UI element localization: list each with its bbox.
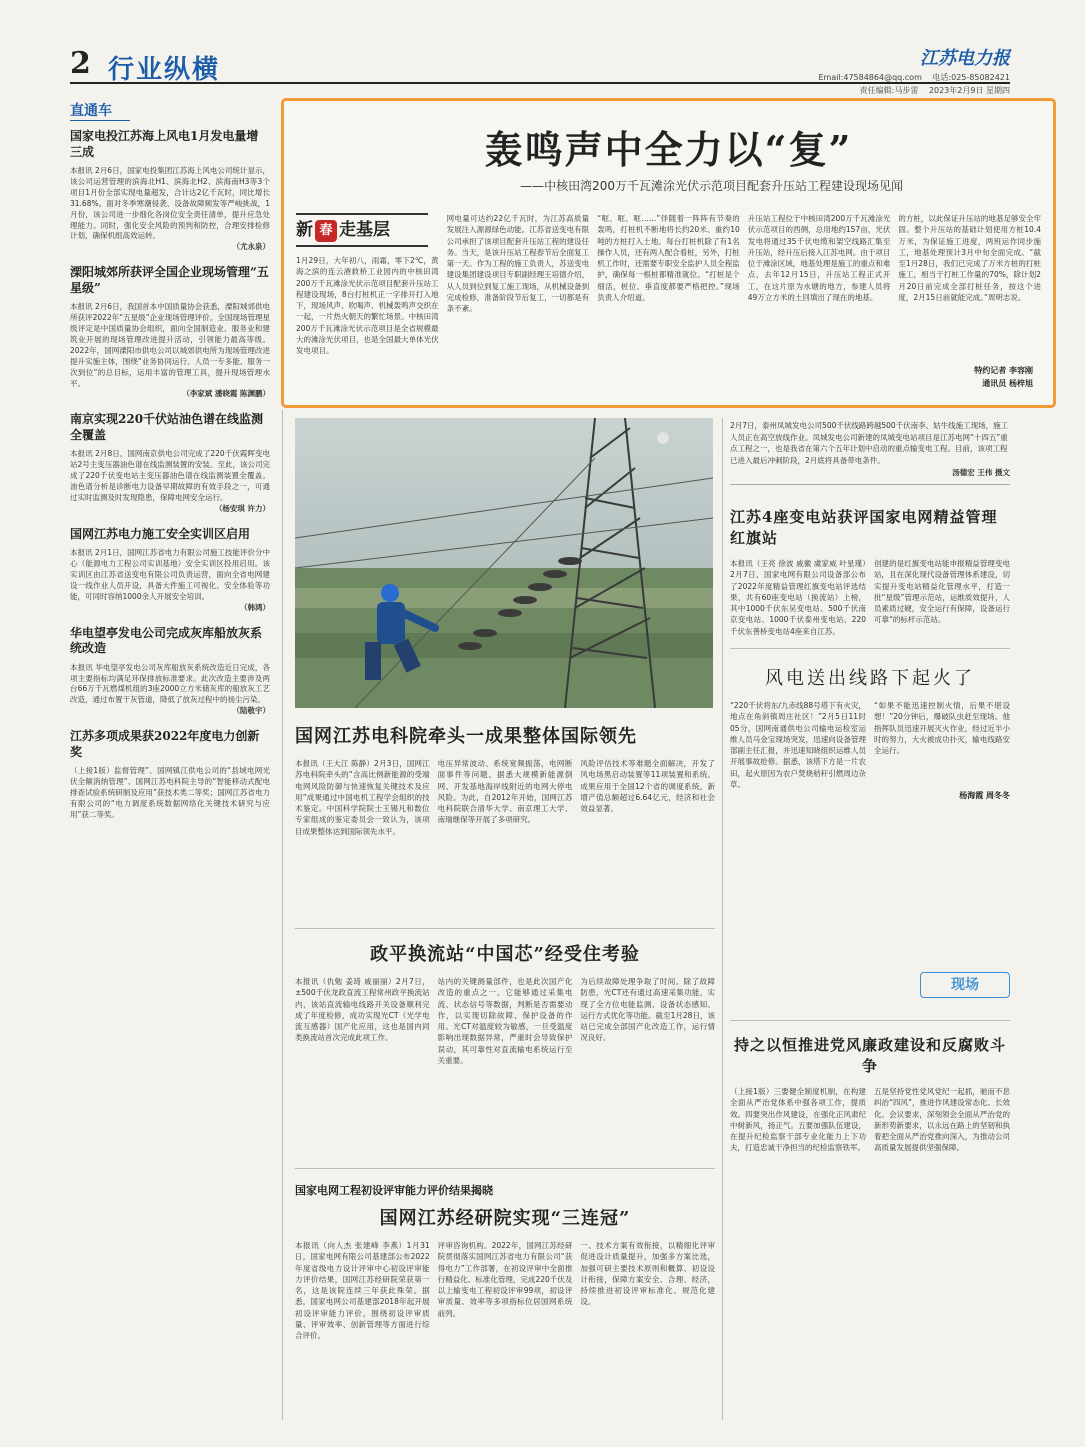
feature-article [281, 98, 1056, 408]
article-byline: （陆敬宇） [232, 706, 270, 716]
left-article-3 [70, 412, 270, 514]
story-byline: 杨海霞 周冬冬 [959, 791, 1010, 800]
section-title: 行业纵横 [108, 55, 221, 85]
left-article-1 [70, 129, 270, 253]
story-kicker: 国家电网工程初设评审能力评价结果揭晓 [295, 1184, 493, 1197]
story-body-3: 风险评估技术等难题全面解决，开发了风电场黑启动装置等11项装置和系统。成果应用于全国12个省的调度系统，新增产值总额超过6.64亿元，经济和社会效益显著。 [580, 759, 715, 813]
feature-column-5: 的方桩，以此保证升压站的地基足够安全牢固。整个升压站的基础计划使用方桩10.4万米，为保证施工进度，两班运作同步施工，地基处理预计3月中旬全面完成。“截至1月28日，我们已完成了万米方桩的打桩施工，相当于打桩工作量的70%，除计划2月20日前完成全部打桩任务，按这个进度，2月15日前就能完成。”周明志说。 [898, 214, 1041, 302]
feature-column-3: “哐、哐、哐……”伴随着一阵阵有节奏的轰鸣，打桩机不断地将长约20米、重约10吨的方桩打入土地。每台打桩机除了有1名操作人员，还有两人配合看桩，另外，打桩机工作时，还需要专职安全监护人员全程监护，确保每一根桩都精准就位。“打桩是个细活，桩位、垂直度都要严格把控。”现场负责人介绍道。 [597, 214, 740, 302]
feature-headline: 轰鸣声中全力以“复” [484, 127, 853, 172]
story-body-1: （上接1版）三要健全制度机制，在构建全面从严治党体系中强各项工作，提质效。四要突出作风建设，在强化正风肃纪中树新风，扬正气。五要加强队伍建设，在提升纪检监察干部专业化能力上下功夫，打造忠诚干净担当的纪检监察铁军。 [730, 1087, 866, 1153]
feature-column-1: 1月29日，大年初八，雨霜，零下2℃，黄海之滨的连云港救桥工业园内的中核田湾200万千瓦滩涂光伏示范项目配套升压站工程建设现场，8台打桩机正一字排开打入地下，现场风声、吹喝声、机械轰鸣声交织在一起，一片热火朝天的繁忙场景。中核田湾200万千瓦滩涂光伏示范项目是全省规模最大的滩涂光伏项目，也是全国最大单体光伏发电项目。 [296, 256, 439, 355]
story-body-1: 本报讯（王亮 徐波 戚徽 虞家威 叶星瑾）2月7日，国家电网有限公司设备部公布了2022年度精益管理红旗变电站评选结果，共有60座变电站（换流站）上榜，其中1000千伏东吴变电站、500千伏南京变电站、1000千伏泰州变电站、220千伏东善桥变电站4座来自江苏。 [730, 559, 866, 636]
story-body-2: “如果不能迅速控制火情，后果不堪设想！”20分钟后，爆破队虫赶至现场。他指挥队员迅速开展灭火作业，经过近半小时的努力，大火被成功扑灭，输电线路安全运行。 [874, 701, 1010, 755]
transmission-line-photo [295, 418, 713, 708]
story-body-1: 本报讯（仇勉 姜琦 戚丽丽）2月7日，±500千伏龙政直流工程常州政平换流站内，该站直流输电线路开关设备顺利完成了年度检修，成功实现光CT（光学电流互感器）国产化应用，这也是国内同类换流站首次完成此项工作。 [295, 977, 430, 1043]
article-byline: （杨安琪 许力） [214, 503, 270, 513]
photo-credit: 汤德宏 王伟 摄文 [952, 467, 1010, 477]
phone: 电话:025-85082421 [932, 73, 1010, 82]
column-divider [722, 418, 723, 1420]
story-title: 政平换流站“中国芯”经受住考验 [370, 944, 640, 965]
feature-subheadline: ——中核田湾200万千瓦滩涂光伏示范项目配套升压站工程建设现场见闻 [520, 179, 903, 193]
page-header [70, 44, 1010, 95]
left-article-6 [70, 729, 270, 821]
story-title: 江苏4座变电站获评国家电网精益管理红旗站 [730, 508, 998, 547]
photo-caption [730, 420, 1010, 485]
editor: 责任编辑:马步雷 [859, 86, 919, 95]
story-design-review [295, 1182, 715, 1420]
story-title: 国网江苏经研院实现“三连冠” [379, 1208, 631, 1229]
divider [730, 648, 1010, 649]
article-body: 本报讯 2月8日，国网南京供电公司完成了220千伏霞晖变电站2号主变压器油色谱在线监测装置的安装。至此，该公司完成了220千伏变电站主变压器油色谱在线监测装置全覆盖。油色谱分析是诊断电力设备早期故障的有效手段之一，可通过实时监测及时发现隐患，保障电网安全运行。 [70, 449, 270, 502]
spring-seal-icon: 春 [315, 220, 337, 242]
story-body-1: “220千伏将东/九赤线88号塔下有火灾，地点在角斜镇周庄社区！”2月5日11时05分，国网南通供电公司输电运检室运维人员马金宝现场突发，迅速向设备管理部副主任汇报，并迅速知晓组织运维人员开展事故抢修。据悉，该塔下方是一片农田，起火原因为农户焚烧秸秆引燃周边杂草。 [730, 701, 866, 789]
issue-date: 2023年2月9日 星期四 [928, 86, 1010, 95]
story-title: 国网江苏电科院牵头一成果整体国际领先 [295, 726, 637, 747]
email: Email:47584864@qq.com [818, 73, 922, 82]
article-byline: （尤永泉） [232, 242, 270, 252]
badge-text-pre: 新 [296, 220, 313, 240]
divider [295, 928, 715, 929]
story-research-achievement [295, 722, 715, 922]
story-body-3: 为后续故障处理争取了时间。除了故障防患，光CT还有通过高速采集功能，实现了全方位电能监测、设备状态感知、运行方式优化等功能。截至1月28日，该站已完成全部国产化改造工作，运行情况良好。 [580, 977, 715, 1043]
feature-credit [974, 365, 1033, 391]
left-column [70, 100, 270, 1420]
article-title: 华电望亭发电公司完成灰库船放灰系统改造 [70, 625, 263, 656]
divider [295, 1168, 715, 1169]
column-tag: 直通车 [70, 100, 130, 121]
article-byline: （韩鸿） [240, 602, 270, 612]
column-divider [282, 410, 283, 1420]
article-title: 国网江苏电力施工安全实训区启用 [70, 526, 251, 541]
article-body: 本报讯 华电望亭发电公司灰库船放灰系统改造近日完成，各项主要指标均满足环保排放标准要求。此次改造主要涉及两台66万千瓦燃煤机组的3座2000立方米储灰库的船放灰工艺改造，通过布置干灰管道，降低了放灰过程中的扬尘污染。 [70, 662, 270, 705]
left-article-2 [70, 265, 270, 400]
column-badge [296, 213, 428, 247]
caption-text: 2月7日，泰州凤城发电公司500千伏线路跨越500千伏南李、姑牛线施工现场，施工人员正在高空放线作业。凤城发电公司新建的凤城变电站项目是江苏电网“十四五”重点工程之一，也是我省在第六个五年计划中启动的重点输变电工程。目前，该项工程已进入最后冲刺阶段，2月底将具备带电条件。 [730, 421, 1009, 465]
tower-worker-illustration [295, 418, 713, 708]
header-meta-2 [810, 85, 1010, 96]
story-wind-line-fire [730, 664, 1010, 964]
credit-reporter: 特约记者 李容刚 [974, 366, 1033, 376]
header-right [810, 44, 1010, 96]
story-body-2: 创建的是红旗变电站能申报精益管理变电站，且在深化现代设备管理体系建设，切实提升变电站精益化管理水平，打造一批“星级”管理示范站，运维质效提升，人员素质过硬，安全运行有保障，设备运行可靠“的标杆示范站。 [874, 559, 1010, 625]
article-byline: （李家斌 潘晓霞 陈渊鹏） [182, 389, 270, 399]
masthead-logo: 江苏电力报 [920, 48, 1010, 69]
feature-column-2: 网电量可达约22亿千瓦时，为江苏高质量发展注入源源绿色动能。江苏省送变电有限公司承担了该项目配套升压站工程的建设任务。当天，是该升压站工程春节后全面复工第一天。作为工程的施工负责人，苏送变电建设集团建设项目专职副经理王培德介绍，从人员到位到复工施工现场，从机械设备到完成检修，准备阶段节后复工，一切都是有条不紊。 [446, 214, 590, 313]
divider [730, 1020, 1010, 1021]
header-meta [810, 72, 1010, 83]
article-title: 国家电投江苏海上风电1月发电量增三成 [70, 129, 259, 159]
story-body-1: 本报讯（向人杰 张建峰 李燕）1月31日，国家电网有限公司基建部公布2022年度省级电力设计评审中心初设评审能力评价结果，国网江苏经研院荣获第一名，这是该院连续三年获此殊荣。据悉，国家电网公司基建部2018年起开展初设评审能力评价，围绕初设评审质量、评审效率、创新管理等方面进行综合评价。 [295, 1241, 430, 1340]
left-article-4 [70, 527, 270, 614]
article-title: 南京实现220千伏站油色谱在线监测全覆盖 [70, 412, 264, 442]
page-number: 2 [70, 46, 91, 81]
story-body-2: 五是坚持党性党风党纪一起抓，驰而不息纠治“四风”，推进作风建设常态化、长效化。会议要求，深刻领会全面从严治党的新形势新要求，以永远在路上的坚韧和执着把全面从严治党推向深入，为推动公司高质量发展提供坚强保障。 [874, 1087, 1010, 1153]
article-body: （上接1版）监督管理”、国网镇江供电公司的“县域电网光伏全额消纳管理”、国网江苏电科院主导的“智能移动式配电排查试验系统研制及应用”获技术类二等奖；国网江苏省电力有限公司的“电力调度系统数据网络化关键技术研究与应用”获二等奖。 [70, 766, 270, 819]
story-body-2: 电压异常波动、系统宽频振荡，电网断面事件等问题。据悉大规模新能源倒网、开发基地海岸线附近的电网大停电风险。为此，自2012年开始，国网江苏电科院联合清华大学、南京理工大学、南瑞继保等开展了多项研究。 [437, 759, 573, 825]
story-integrity-building [730, 1034, 1010, 1419]
article-body: 本报讯 2月6日，我国首本中国质量协会获悉，溧阳城郊供电所获评2022年“五星级”企业现场管理评价。全国现场管理星级评定是中国质量协会组织，面向全国制造业、服务业和建筑业开展的现场管理改进提升活动，引领能力最高等级。2022年，国网溧阳市供电公司以城郊供电所为现场管理改进提升实施主体，围绕“业务协同运行、人员一专多能、服务一次到位”的总目标，运用丰富的管理工具，提升现场管理水平。 [70, 302, 270, 388]
credit-correspondent: 通讯员 杨梓旭 [982, 379, 1033, 389]
story-title: 风电送出线路下起火了 [765, 668, 975, 689]
article-body: 本报讯 2月6日，国家电投集团江苏海上风电公司统计显示，该公司运营管理的滨海北H1、滨海北H2、滨海南H3等3个项目1月份全部实现电量超发，合计达2亿千瓦时，同比增长31.68%。面对冬季寒潮侵袭、设备故障频发等严峻挑战，1月份，该公司进一步细化各岗位安全责任清单，提升应急处理能力。同时，强化安全风险的预判和防控，合理安排检修计划，确保机组高效运转。 [70, 166, 270, 241]
feature-column-4: 升压站工程位于中核田湾200万千瓦滩涂光伏示范项目的西侧，总用地约157亩，光伏发电将通过35千伏电缆和架空线路汇集至升压站，经升压后接入江苏电网。由于项目位于滩涂区域，地基处理是施工的重点和难点，去年12月15日，升压站工程正式开工，在这片原为水塘的地方，参建人员将49万立方米的土回填出了现在的地基。 [747, 214, 891, 302]
left-article-5 [70, 626, 270, 718]
story-body-1: 本报讯（王大江 陈静）2月3日，国网江苏电科院牵头的“含高比例新能源的受端电网风险防御与快速恢复关键技术及应用”成果通过中国电机工程学会组织的技术鉴定。中国科学院院士王锡凡和数位专家组成的鉴定委员会一致认为，该项目成果整体达到国际领先水平。 [295, 759, 430, 836]
scene-column-tag: 现场 [920, 972, 1010, 998]
article-title: 江苏多项成果获2022年度电力创新奖 [70, 729, 260, 759]
story-title: 持之以恒推进党风廉政建设和反腐败斗争 [733, 1036, 1006, 1075]
story-body-2: 评审咨询机构。2022年，国网江苏经研院贯彻落实国网江苏省电力有限公司“获得电力”工作部署，在初设评审中全面推行精益化、标准化管理，完成220千伏及以上输变电工程初设评审99项，初设评审质量、效率等多项指标位居国网系统前列。 [437, 1241, 573, 1318]
article-body: 本报讯 2月1日，国网江苏省电力有限公司施工技能评价分中心（能源电力工程公司实训基地）安全实训区投用启用。该实训区由江苏省送变电有限公司负责运营，面向全省电网建设一线作业人员开设，具备大件施工可视化、安全体验等功能，可同时容纳1000余人开展安全培训。 [70, 548, 270, 601]
badge-text-post: 走基层 [339, 220, 390, 240]
article-title: 溧阳城郊所获评全国企业现场管理“五星级” [70, 265, 269, 295]
story-china-chip [295, 940, 715, 1160]
story-red-flag-substations [730, 506, 1010, 636]
story-body-2: 站内的关键测量部件，也是此次国产化改造的重点之一。它能够通过采集电流、状态信号等数据，判断是否需要动作，以实现切除故障、保护设备的作用。光CT对温度较为敏感，一旦受温度影响出现数据异常，严重时会导致保护误动，其可靠性对直流输电系统运行至关重要。 [437, 977, 573, 1065]
story-body-3: 一、技术方案有效衔接，以精细化评审促进设计质量提升，加强多方案比选，加强可研主要技术原则和概算、初设设计衔接，保障方案安全、合理、经济，持续推进初设评审标准化、规范化建设。 [580, 1241, 715, 1307]
